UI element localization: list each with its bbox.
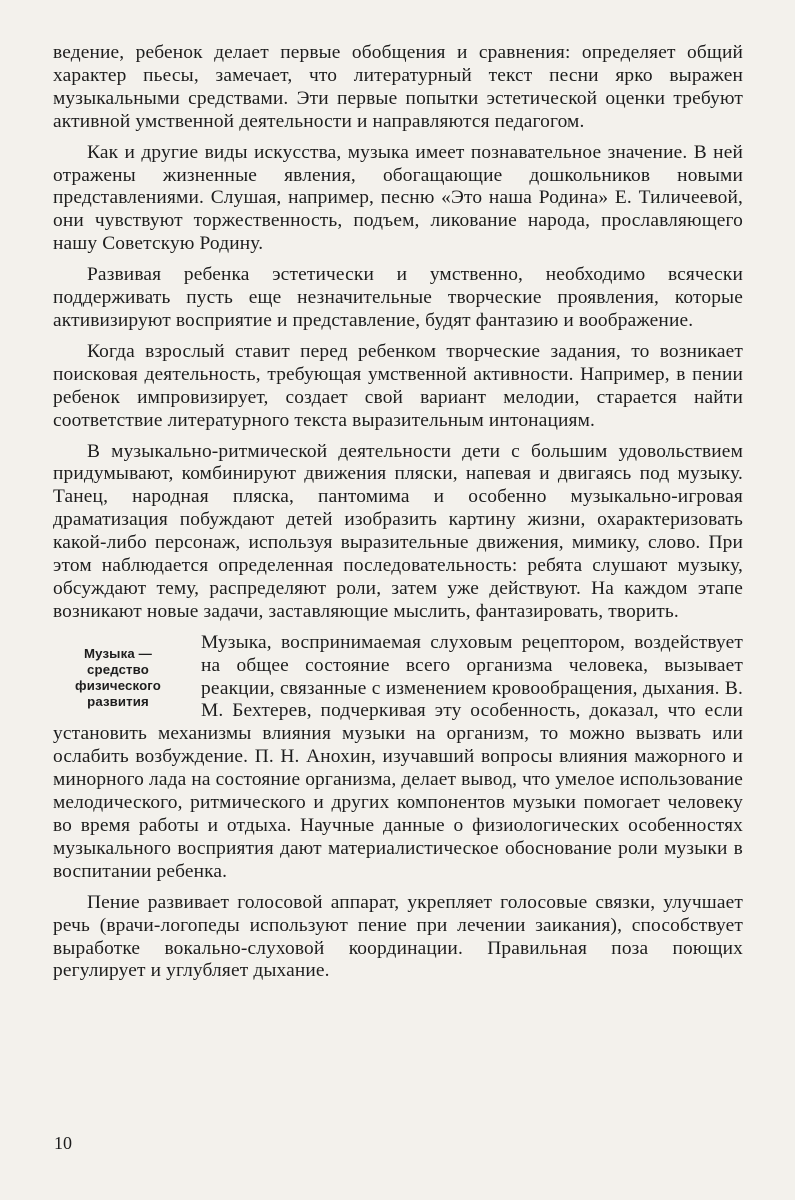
- paragraph-creative-tasks: Когда взрослый ставит перед ребенком творческие задания, то возникает поисковая деятельность, требующая умственной активности. Например, в пении ребенок импровизирует, создает свой вариант мелодии, старается найти соответствие литературного текста выразительным интонациям.: [53, 340, 743, 431]
- paragraph-creative-support: Развивая ребенка эстетически и умственно, необходимо всячески поддерживать пусть еще незначительные творческие проявления, которые активизируют восприятие и представление, будят фантазию и воображение.: [53, 264, 743, 331]
- margin-note-line: развития: [87, 693, 149, 709]
- paragraph-physical-development: [53, 632, 743, 884]
- page-body: [53, 42, 743, 991]
- paragraph-physical-development-text: Музыка, воспринимаемая слуховым рецептором, воздействует на общее состояние всего организма человека, вызывает реакции, связанные с изменением кровообращения, дыхания. В. М. Бехтерев, подчеркивая эту особенность, доказал, что если установить механизмы влияния музыки на организм, то можно вызвать или ослабить возбуждение. П. Н. Анохин, изучавший вопросы влияния мажорного и минорного лада на состояние организма, делает вывод, что умелое использование мелодического, ритмического и других компонентов музыки помогает человеку во время работы и отдыха. Научные данные о физиологических особенностях музыкального восприятия дают материалистическое обоснование роли музыки в воспитании ребенка.: [53, 631, 743, 882]
- margin-note-line: средство: [87, 661, 149, 677]
- margin-note-line: физического: [75, 677, 161, 693]
- paragraph-singing: Пение развивает голосовой аппарат, укрепляет голосовые связки, улучшает речь (врачи-логопеды используют пение при лечении заикания), способствует выработке вокально-слуховой координации. Правильная поза поющих регулирует и углубляет дыхание.: [53, 891, 743, 982]
- paragraph-cognitive-value: Как и другие виды искусства, музыка имеет познавательное значение. В ней отражены жизненные явления, обогащающие дошкольников новыми представлениями. Слушая, например, песню «Это наша Родина» Е. Тиличеевой, они чувствуют торжественность, подъем, ликование народа, прославляющего нашу Советскую Родину.: [53, 141, 743, 255]
- margin-note: [53, 646, 183, 710]
- paragraph-rhythmic-activity: В музыкально-ритмической деятельности дети с большим удовольствием придумывают, комбинируют движения пляски, напевая и двигаясь под музыку. Танец, народная пляска, пантомима и особенно музыкально-игровая драматизация побуждают детей изобразить картину жизни, охарактеризовать какой-либо персонаж, используя выразительные движения, мимику, слово. При этом наблюдается определенная последовательность: ребята слушают музыку, обсуждают тему, распределяют роли, затем уже действуют. На каждом этапе возникают новые задачи, заставляющие мыслить, фантазировать, творить.: [53, 440, 743, 622]
- page-number: 10: [54, 1133, 72, 1153]
- paragraph-continuation: ведение, ребенок делает первые обобщения и сравнения: определяет общий характер пьесы, замечает, что литературный текст песни ярко выражен музыкальными средствами. Эти первые попытки эстетической оценки требуют активной умственной деятельности и направляются педагогом.: [53, 42, 743, 132]
- margin-note-line: Музыка —: [84, 645, 152, 661]
